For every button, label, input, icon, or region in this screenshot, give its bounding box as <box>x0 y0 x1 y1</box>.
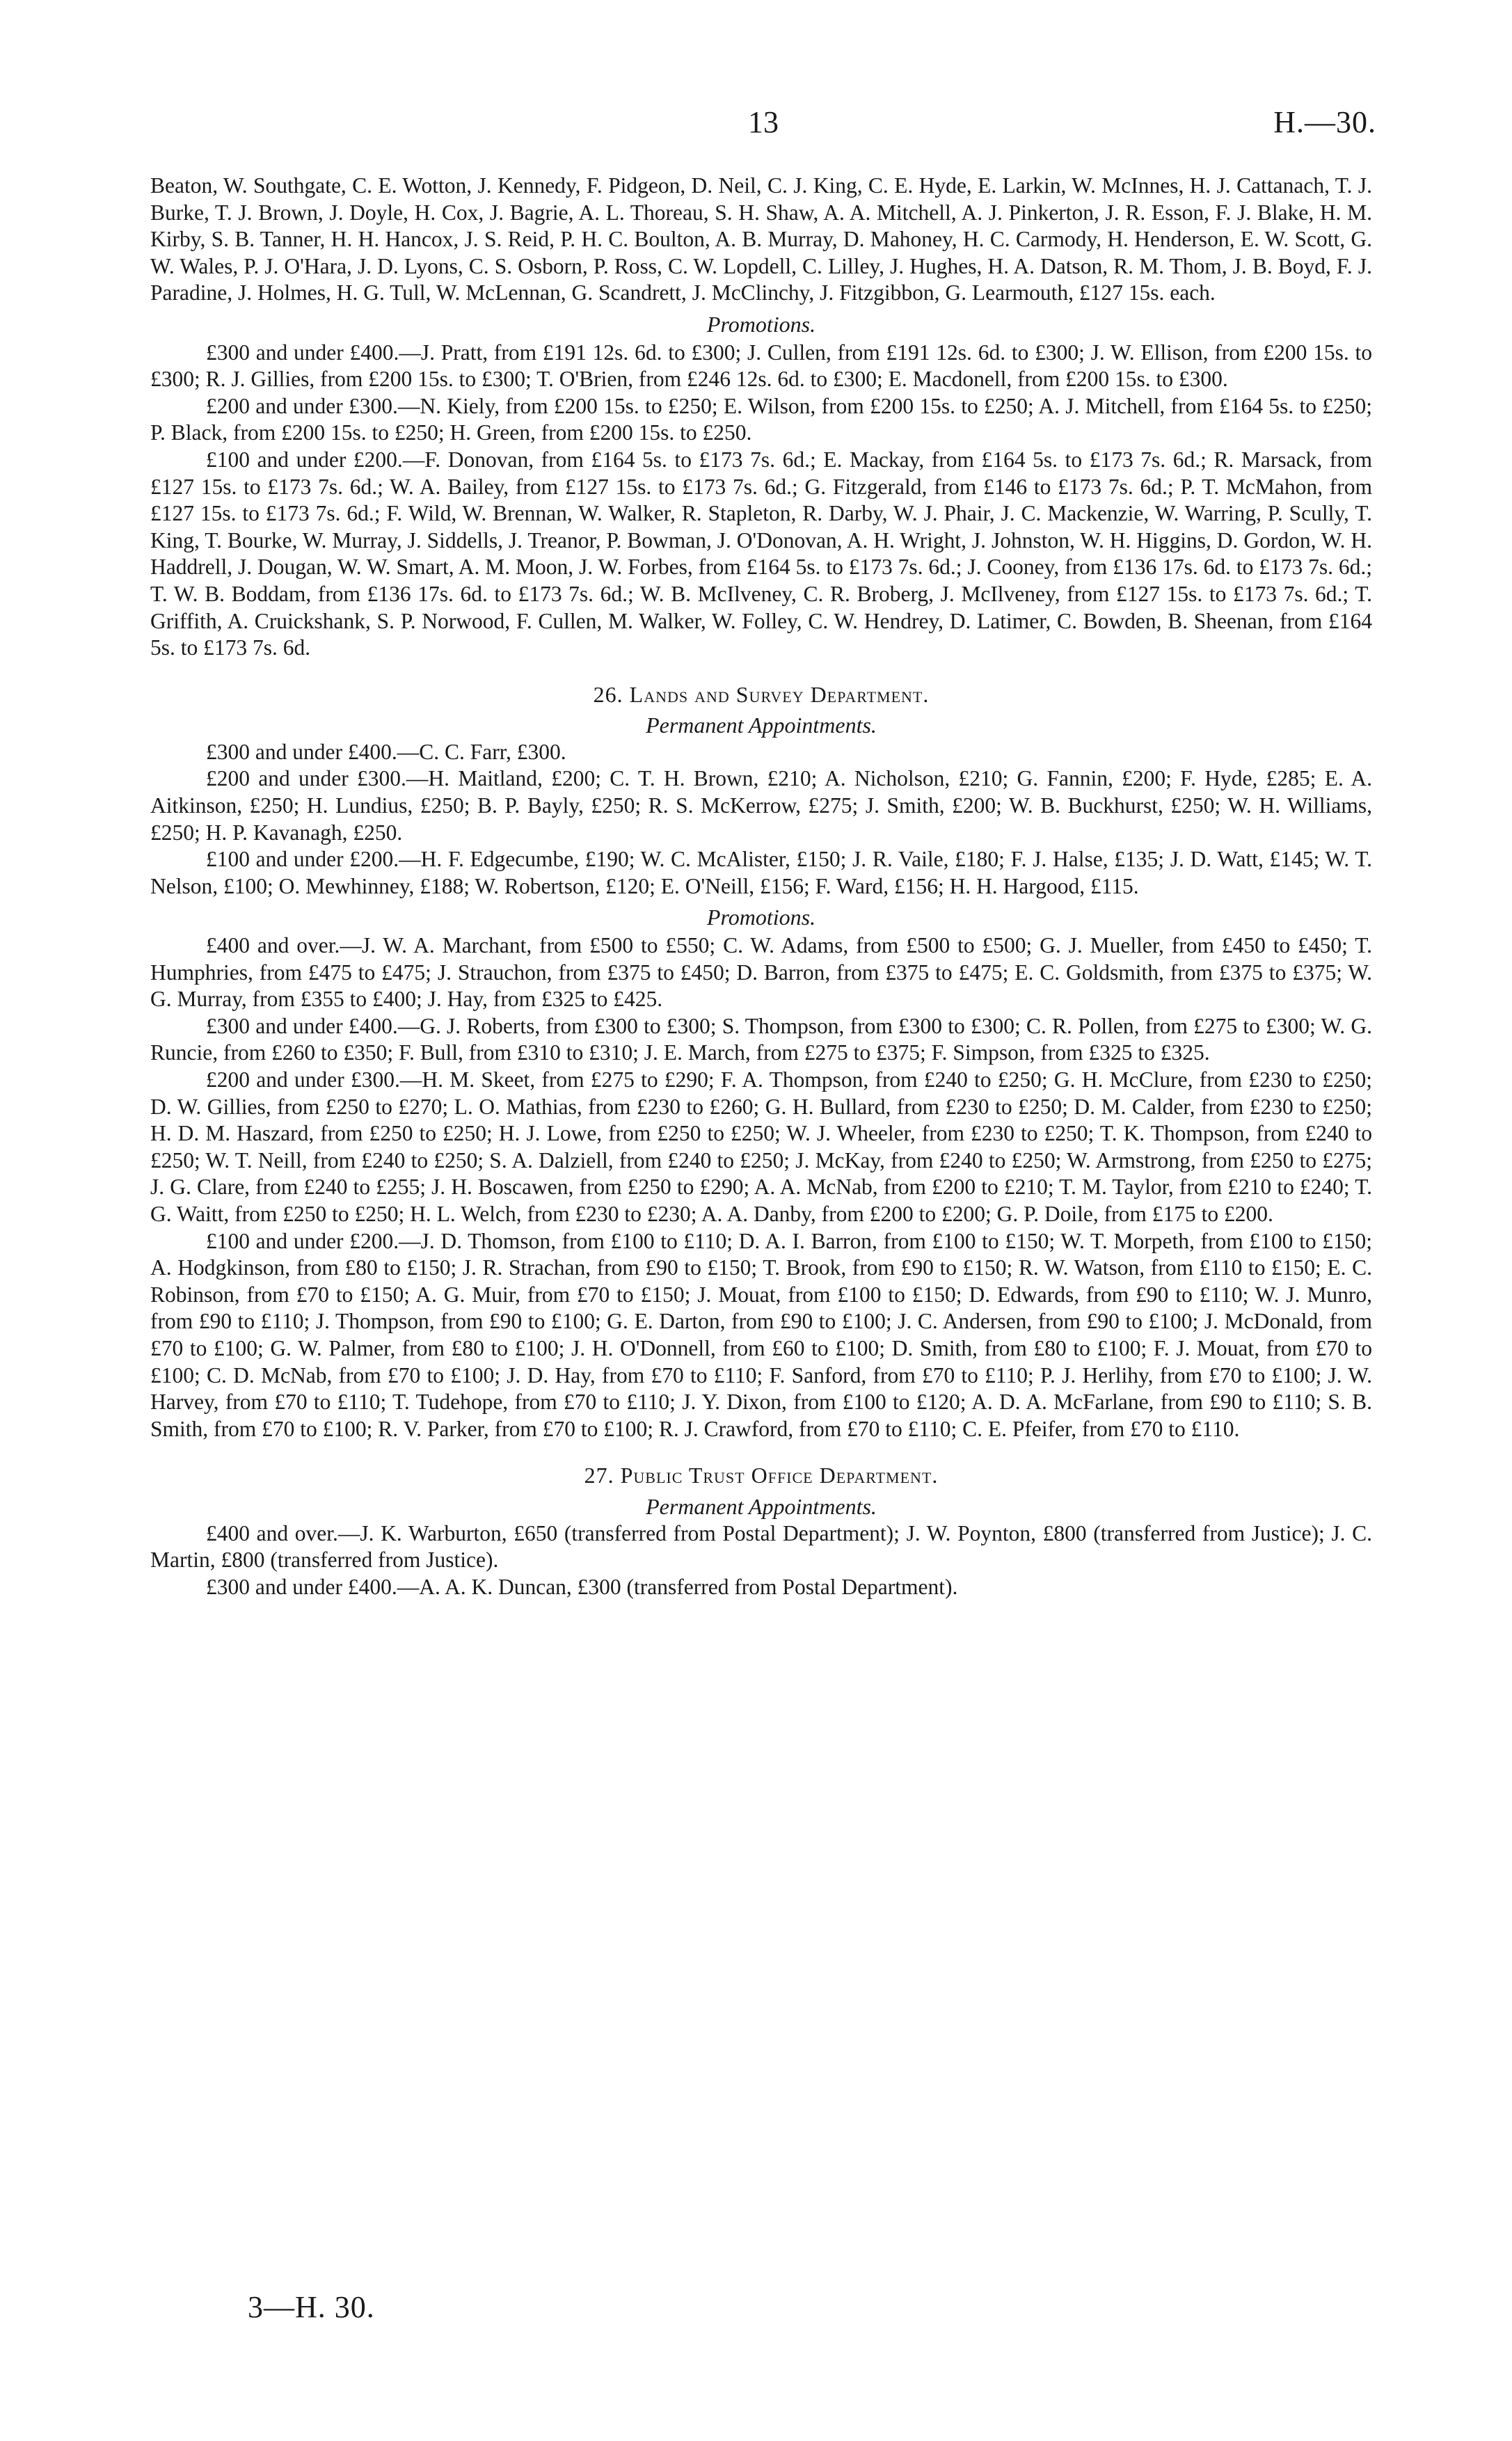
page-body <box>150 173 1372 1600</box>
promotions-paragraph: £200 and under £300.—N. Kiely, from £200 15s. to £250; E. Wilson, from £200 15s. to £250; A. J. Mitchell, from £164 5s. to £250; P. Black, from £200 15s. to £250; H. Green, from £200 15s. to £250. <box>150 393 1372 445</box>
section-title-lands-survey: 26. Lands and Survey Department. <box>593 681 930 707</box>
promotions-heading: Promotions. <box>706 311 816 337</box>
permanent-appointments-heading: Permanent Appointments. <box>646 1493 877 1519</box>
document-reference: H.—30. <box>1273 105 1376 139</box>
page-number: 13 <box>748 105 779 139</box>
promotions-paragraph: £400 and over.—J. W. A. Marchant, from £500 to £550; C. W. Adams, from £500 to £500; G. J. Mueller, from £450 to £450; T. Humphries, from £475 to £475; J. Strauchon, from £375 to £450; D. Barron, from £375 to £475; E. C. Goldsmith, from £375 to £375; W. G. Murray, from £355 to £400; J. Hay, from £325 to £425. <box>150 933 1372 1012</box>
promotions-paragraph: £100 and under £200.—J. D. Thomson, from £100 to £110; D. A. I. Barron, from £100 to £150; W. T. Morpeth, from £100 to £150; A. Hodgkinson, from £80 to £150; J. R. Strachan, from £90 to £150; T. Brook, from £90 to £150; R. W. Watson, from £110 to £150; E. C. Robinson, from £70 to £150; A. G. Muir, from £70 to £150; J. Mouat, from £100 to £150; D. Edwards, from £90 to £110; W. J. Munro, from £90 to £110; J. Thompson, from £90 to £100; G. E. Darton, from £90 to £100; J. C. Andersen, from £90 to £100; J. McDonald, from £70 to £100; G. W. Palmer, from £80 to £100; J. H. O'Donnell, from £60 to £100; D. Smith, from £80 to £100; F. J. Mouat, from £70 to £100; C. D. McNab, from £70 to £100; J. D. Hay, from £70 to £110; F. Sanford, from £70 to £110; P. J. Herlihy, from £70 to £100; J. W. Harvey, from £70 to £110; T. Tudehope, from £70 to £110; J. Y. Dixon, from £100 to £120; A. D. A. McFarlane, from £90 to £110; S. B. Smith, from £70 to £100; R. V. Parker, from £70 to £100; R. J. Crawford, from £70 to £110; C. E. Pfeifer, from £70 to £110. <box>150 1228 1372 1441</box>
appointments-paragraph: £100 and under £200.—H. F. Edgecumbe, £190; W. C. McAlister, £150; J. R. Vaile, £180; F. J. Halse, £135; J. D. Watt, £145; W. T. Nelson, £100; O. Mewhinney, £188; W. Robertson, £120; E. O'Neill, £156; F. Ward, £156; H. H. Hargood, £115. <box>150 847 1372 898</box>
promotions-paragraph: £300 and under £400.—G. J. Roberts, from £300 to £300; S. Thompson, from £300 to £300; C. R. Pollen, from £275 to £300; W. G. Runcie, from £260 to £350; F. Bull, from £310 to £310; J. E. March, from £275 to £375; F. Simpson, from £325 to £325. <box>150 1013 1372 1065</box>
promotions-paragraph: £100 and under £200.—F. Donovan, from £164 5s. to £173 7s. 6d.; E. Mackay, from £164 5s. to £173 7s. 6d.; R. Marsack, from £127 15s. to £173 7s. 6d.; W. A. Bailey, from £127 15s. to £173 7s. 6d.; G. Fitzgerald, from £146 to £173 7s. 6d.; P. T. McMahon, from £127 15s. to £173 7s. 6d.; F. Wild, W. Brennan, W. Walker, R. Stapleton, R. Darby, W. J. Phair, J. C. Mackenzie, W. Warring, P. Scully, T. King, T. Bourke, W. Murray, J. Siddells, J. Treanor, P. Bowman, J. O'Donovan, A. H. Wright, J. Johnston, W. H. Higgins, D. Gordon, W. H. Haddrell, J. Dougan, W. W. Smart, A. M. Moon, J. W. Forbes, from £164 5s. to £173 7s. 6d.; J. Cooney, from £136 17s. 6d. to £173 7s. 6d.; T. W. B. Boddam, from £136 17s. 6d. to £173 7s. 6d.; W. B. McIlveney, C. R. Broberg, J. McIlveney, from £127 15s. to £173 7s. 6d.; T. Griffith, A. Cruickshank, S. P. Norwood, F. Cullen, M. Walker, W. Folley, C. W. Hendrey, D. Latimer, C. Bowden, B. Sheenan, from £164 5s. to £173 7s. 6d. <box>150 447 1372 660</box>
permanent-appointments-heading: Permanent Appointments. <box>646 713 877 738</box>
section-title-public-trust: 27. Public Trust Office Department. <box>584 1463 939 1488</box>
appointments-paragraph: £300 and under £400.—C. C. Farr, £300. <box>206 739 566 764</box>
continued-list-paragraph: Beaton, W. Southgate, C. E. Wotton, J. Kennedy, F. Pidgeon, D. Neil, C. J. King, C. E. Hyde, E. Larkin, W. McInnes, H. J. Cattanach, T. J. Burke, T. J. Brown, J. Doyle, H. Cox, J. Bagrie, A. L. Thoreau, S. H. Shaw, A. A. Mitchell, A. J. Pinkerton, J. R. Esson, F. J. Blake, H. M. Kirby, S. B. Tanner, H. H. Hancox, J. S. Reid, P. H. C. Boulton, A. B. Murray, D. Mahoney, H. C. Carmody, H. Henderson, E. W. Scott, G. W. Wales, P. J. O'Hara, J. D. Lyons, C. S. Osborn, P. Ross, C. W. Lopdell, C. Lilley, J. Hughes, H. A. Datson, R. M. Thom, J. B. Boyd, F. J. Paradine, J. Holmes, H. G. Tull, W. McLennan, G. Scandrett, J. McClinchy, J. Fitzgibbon, G. Learmouth, £127 15s. each. <box>150 173 1372 305</box>
promotions-heading: Promotions. <box>706 905 816 930</box>
promotions-paragraph: £300 and under £400.—J. Pratt, from £191 12s. 6d. to £300; J. Cullen, from £191 12s. 6d. to £300; J. W. Ellison, from £200 15s. to £300; R. J. Gillies, from £200 15s. to £300; T. O'Brien, from £246 12s. 6d. to £300; E. Macdonell, from £200 15s. to £300. <box>150 340 1372 392</box>
appointments-paragraph: £400 and over.—J. K. Warburton, £650 (transferred from Postal Department); J. W. Poynton, £800 (transferred from Justice); J. C. Martin, £800 (transferred from Justice). <box>150 1520 1372 1573</box>
appointments-paragraph: £300 and under £400.—A. A. K. Duncan, £300 (transferred from Postal Department). <box>206 1574 958 1599</box>
appointments-paragraph: £200 and under £300.—H. Maitland, £200; C. T. H. Brown, £210; A. Nicholson, £210; G. Fannin, £200; F. Hyde, £285; E. A. Aitkinson, £250; H. Lundius, £250; B. P. Bayly, £250; R. S. McKerrow, £275; J. Smith, £200; W. B. Buckhurst, £250; W. H. Williams, £250; H. P. Kavanagh, £250. <box>150 766 1372 845</box>
signature-mark: 3—H. 30. <box>248 2290 375 2324</box>
promotions-paragraph: £200 and under £300.—H. M. Skeet, from £275 to £290; F. A. Thompson, from £240 to £250; G. H. McClure, from £230 to £250; D. W. Gillies, from £250 to £270; L. O. Mathias, from £230 to £260; G. H. Bullard, from £230 to £250; D. M. Calder, from £230 to £250; H. D. M. Haszard, from £250 to £250; H. J. Lowe, from £250 to £250; W. J. Wheeler, from £230 to £250; T. K. Thompson, from £240 to £250; W. T. Neill, from £240 to £250; S. A. Dalziell, from £240 to £250; J. McKay, from £240 to £250; W. Armstrong, from £250 to £275; J. G. Clare, from £240 to £255; J. H. Boscawen, from £250 to £290; A. A. McNab, from £200 to £210; T. M. Taylor, from £210 to £240; T. G. Waitt, from £250 to £250; H. L. Welch, from £230 to £230; A. A. Danby, from £200 to £200; G. P. Doile, from £175 to £200. <box>150 1067 1372 1226</box>
page-header <box>0 104 1512 146</box>
